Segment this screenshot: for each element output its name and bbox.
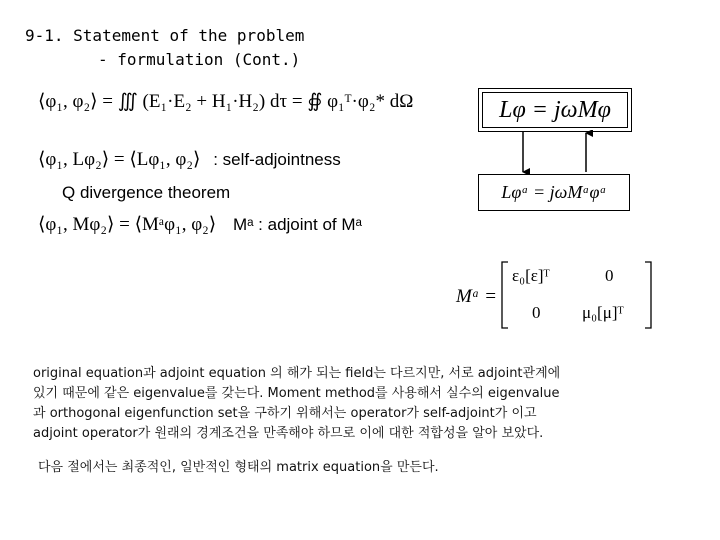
adjoint-expression: ⟨φ₁, Mφ₂⟩ = ⟨Mᵃφ₁, φ₂⟩ xyxy=(38,214,217,235)
title-line-1: 9-1. Statement of the problem xyxy=(25,26,305,45)
divergence-theorem-text: Q divergence theorem xyxy=(62,183,231,202)
paragraph-line-2: 있기 때문에 같은 eigenvalue를 갖는다. Moment method를 사용해서 실수의 eigenvalue xyxy=(33,386,560,401)
inner-product-equation xyxy=(38,90,413,113)
paragraph-line-4: adjoint operator가 원래의 경계조건을 만족해야 하므로 이에 대한 적합성을 알아 보았다. xyxy=(33,426,544,441)
explanation-paragraph xyxy=(33,364,713,444)
adjoint-equation-box xyxy=(478,174,630,211)
self-adjoint-label: : self-adjointness xyxy=(213,150,341,169)
original-equation-box xyxy=(478,88,632,132)
next-section-note: 다음 절에서는 최종적인, 일반적인 형태의 matrix equation을 만든다. xyxy=(38,460,439,475)
inner-product-text: ⟨φ₁, φ₂⟩ = ∭ (E₁·E₂ + H₁·H₂) dτ = ∯ φ₁ᵀ·φ₂* dΩ xyxy=(38,91,414,112)
adjoint-equation xyxy=(38,213,362,236)
matrix-lhs: Mᵃ = xyxy=(456,286,497,307)
paragraph-line-3: 과 orthogonal eigenfunction set을 구하기 위해서는 operator가 self-adjoint가 이고 xyxy=(33,406,537,421)
adjoint-box-text: Lφᵃ = jωMᵃφᵃ xyxy=(501,182,607,202)
matrix-r1c1: ε₀[ε]ᵀ xyxy=(512,266,550,285)
matrix-r2c1: 0 xyxy=(532,303,541,322)
title-line-2: - formulation (Cont.) xyxy=(98,50,301,69)
self-adjoint-expression: ⟨φ₁, Lφ₂⟩ = ⟨Lφ₁, φ₂⟩ xyxy=(38,149,201,170)
arrows-diagram xyxy=(478,130,630,175)
self-adjoint-equation xyxy=(38,148,341,171)
adjoint-label: Mᵃ : adjoint of Mᵃ xyxy=(232,215,362,234)
paragraph-line-1: original equation과 adjoint equation 의 해가 되는 field는 다르지만, 서로 adjoint관계에 xyxy=(33,366,561,381)
matrix-r1c2: 0 xyxy=(605,266,614,285)
matrix-r2c2: μ₀[μ]ᵀ xyxy=(582,303,624,322)
original-equation-text: Lφ = jωMφ xyxy=(499,96,611,123)
